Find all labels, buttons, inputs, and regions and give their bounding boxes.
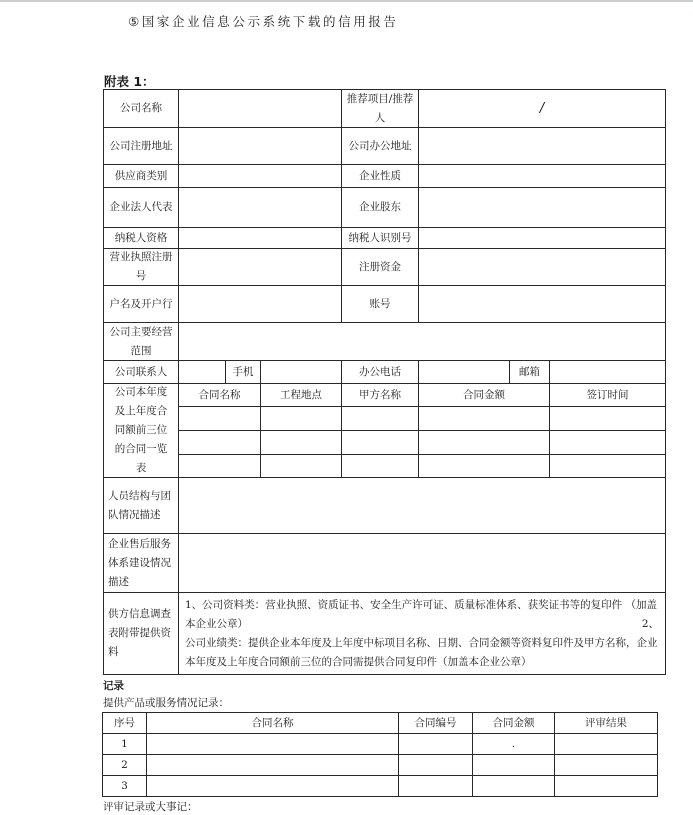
email-field[interactable] xyxy=(549,360,666,384)
records-row-3-no: 3 xyxy=(102,775,147,797)
contract-header-party-a: 甲方名称 xyxy=(341,383,419,407)
attachments-line-3: 公司业绩类：提供企业本年度及上年度中标项目名称、日期、合同金额等资料复印件及甲方名称，企业本年度及上年度合同额前三位的合同需提供合同复印件（加盖本企业公章） xyxy=(185,637,658,668)
attachments-label: 供方信息调查表附带提供资料 xyxy=(103,592,179,675)
records-header-amount: 合同金额 xyxy=(472,712,555,734)
supplier-type-field[interactable] xyxy=(178,164,342,188)
records-row-3-contract-no[interactable] xyxy=(398,775,473,797)
contracts-label: 公司本年度及上年度合同额前三位的合同一览表 xyxy=(103,383,179,478)
email-label: 邮箱 xyxy=(509,360,550,384)
records-row-1-contract-no[interactable] xyxy=(398,733,473,755)
records-row-1-amount[interactable]: . xyxy=(472,733,555,755)
enterprise-nature-field[interactable] xyxy=(418,164,666,188)
top-border xyxy=(0,0,693,2)
contract-row-2-amount[interactable] xyxy=(418,430,550,455)
staff-label: 人员结构与团队情况描述 xyxy=(103,477,179,534)
records-row-2-contract-no[interactable] xyxy=(398,754,473,776)
contract-row-3-location[interactable] xyxy=(260,454,342,478)
legal-rep-label: 企业法人代表 xyxy=(103,187,179,228)
after-sales-field[interactable] xyxy=(178,533,666,593)
account-name-field[interactable] xyxy=(178,285,342,323)
after-sales-label: 企业售后服务体系建设情况描述 xyxy=(103,533,179,593)
supplier-type-label: 供应商类别 xyxy=(103,164,179,188)
page-heading: ⑤国家企业信息公示系统下载的信用报告 xyxy=(128,14,399,29)
records-header-result: 评审结果 xyxy=(554,712,658,734)
records-row-3-amount[interactable] xyxy=(472,775,555,797)
contract-row-2-location[interactable] xyxy=(260,430,342,455)
attachments-line-1: 1、公司资料类：营业执照、资质证书、安全生产许可证、质量标准体系、获奖证书等的复印件 （加盖本企业公章） xyxy=(185,599,658,630)
contract-row-3-date[interactable] xyxy=(549,454,666,478)
records-row-1-result[interactable] xyxy=(554,733,658,755)
recommend-field[interactable]: / xyxy=(418,89,666,128)
taxpayer-qual-field[interactable] xyxy=(178,227,342,249)
contract-header-date: 签订时间 xyxy=(549,383,666,407)
taxpayer-id-field[interactable] xyxy=(418,227,666,249)
account-no-label: 账号 xyxy=(341,285,419,323)
records-row-2-result[interactable] xyxy=(554,754,658,776)
records-header-contract-name: 合同名称 xyxy=(146,712,399,734)
contract-row-1-amount[interactable] xyxy=(418,406,550,431)
records-row-2-amount[interactable] xyxy=(472,754,555,776)
contact-field[interactable] xyxy=(178,360,226,384)
shareholders-field[interactable] xyxy=(418,187,666,228)
office-address-label: 公司办公地址 xyxy=(341,127,419,165)
contact-label: 公司联系人 xyxy=(103,360,179,384)
office-phone-field[interactable] xyxy=(418,360,510,384)
license-no-field[interactable] xyxy=(178,248,342,286)
attachments-line-2: 2、 xyxy=(641,618,659,630)
shareholders-label: 企业股东 xyxy=(341,187,419,228)
taxpayer-qual-label: 纳税人资格 xyxy=(103,227,179,249)
contract-header-name: 合同名称 xyxy=(178,383,261,407)
company-name-label: 公司名称 xyxy=(103,89,179,128)
enterprise-nature-label: 企业性质 xyxy=(341,164,419,188)
taxpayer-id-label: 纳税人识别号 xyxy=(341,227,419,249)
account-no-field[interactable] xyxy=(418,285,666,323)
staff-field[interactable] xyxy=(178,477,666,534)
records-row-3-result[interactable] xyxy=(554,775,658,797)
contract-row-3-party-a[interactable] xyxy=(341,454,419,478)
recommend-label: 推荐项目/推荐人 xyxy=(341,89,419,128)
contract-row-1-location[interactable] xyxy=(260,406,342,431)
appendix-title: 附表 1： xyxy=(104,74,155,89)
contract-row-1-date[interactable] xyxy=(549,406,666,431)
records-row-1-no: 1 xyxy=(102,733,147,755)
contract-header-amount: 合同金额 xyxy=(418,383,550,407)
review-record-caption: 评审记录或大事记： xyxy=(103,801,198,813)
account-name-label: 户名及开户行 xyxy=(103,285,179,323)
business-scope-field[interactable] xyxy=(178,322,666,361)
mobile-field[interactable] xyxy=(260,360,342,384)
business-scope-label: 公司主要经营范围 xyxy=(103,322,179,361)
contract-row-1-party-a[interactable] xyxy=(341,406,419,431)
records-subcaption: 提供产品或服务情况记录： xyxy=(103,697,229,709)
contract-row-1-name[interactable] xyxy=(178,406,261,431)
records-header-contract-no: 合同编号 xyxy=(398,712,473,734)
contract-row-2-date[interactable] xyxy=(549,430,666,455)
records-row-2-contract-name[interactable] xyxy=(146,754,399,776)
records-header-no: 序号 xyxy=(102,712,147,734)
license-no-label: 营业执照注册号 xyxy=(103,248,179,286)
office-address-field[interactable] xyxy=(418,127,666,165)
reg-capital-label: 注册资金 xyxy=(341,248,419,286)
contract-row-3-name[interactable] xyxy=(178,454,261,478)
records-row-3-contract-name[interactable] xyxy=(146,775,399,797)
mobile-label: 手机 xyxy=(225,360,261,384)
office-phone-label: 办公电话 xyxy=(341,360,419,384)
reg-capital-field[interactable] xyxy=(418,248,666,286)
reg-address-label: 公司注册地址 xyxy=(103,127,179,165)
legal-rep-field[interactable] xyxy=(178,187,342,228)
records-row-2-no: 2 xyxy=(102,754,147,776)
reg-address-field[interactable] xyxy=(178,127,342,165)
records-title: 记录 xyxy=(103,680,124,692)
records-row-1-contract-name[interactable] xyxy=(146,733,399,755)
contract-row-2-name[interactable] xyxy=(178,430,261,455)
contract-row-3-amount[interactable] xyxy=(418,454,550,478)
contract-row-2-party-a[interactable] xyxy=(341,430,419,455)
company-name-field[interactable] xyxy=(178,89,342,128)
contract-header-location: 工程地点 xyxy=(260,383,342,407)
attachments-notes xyxy=(179,593,665,674)
